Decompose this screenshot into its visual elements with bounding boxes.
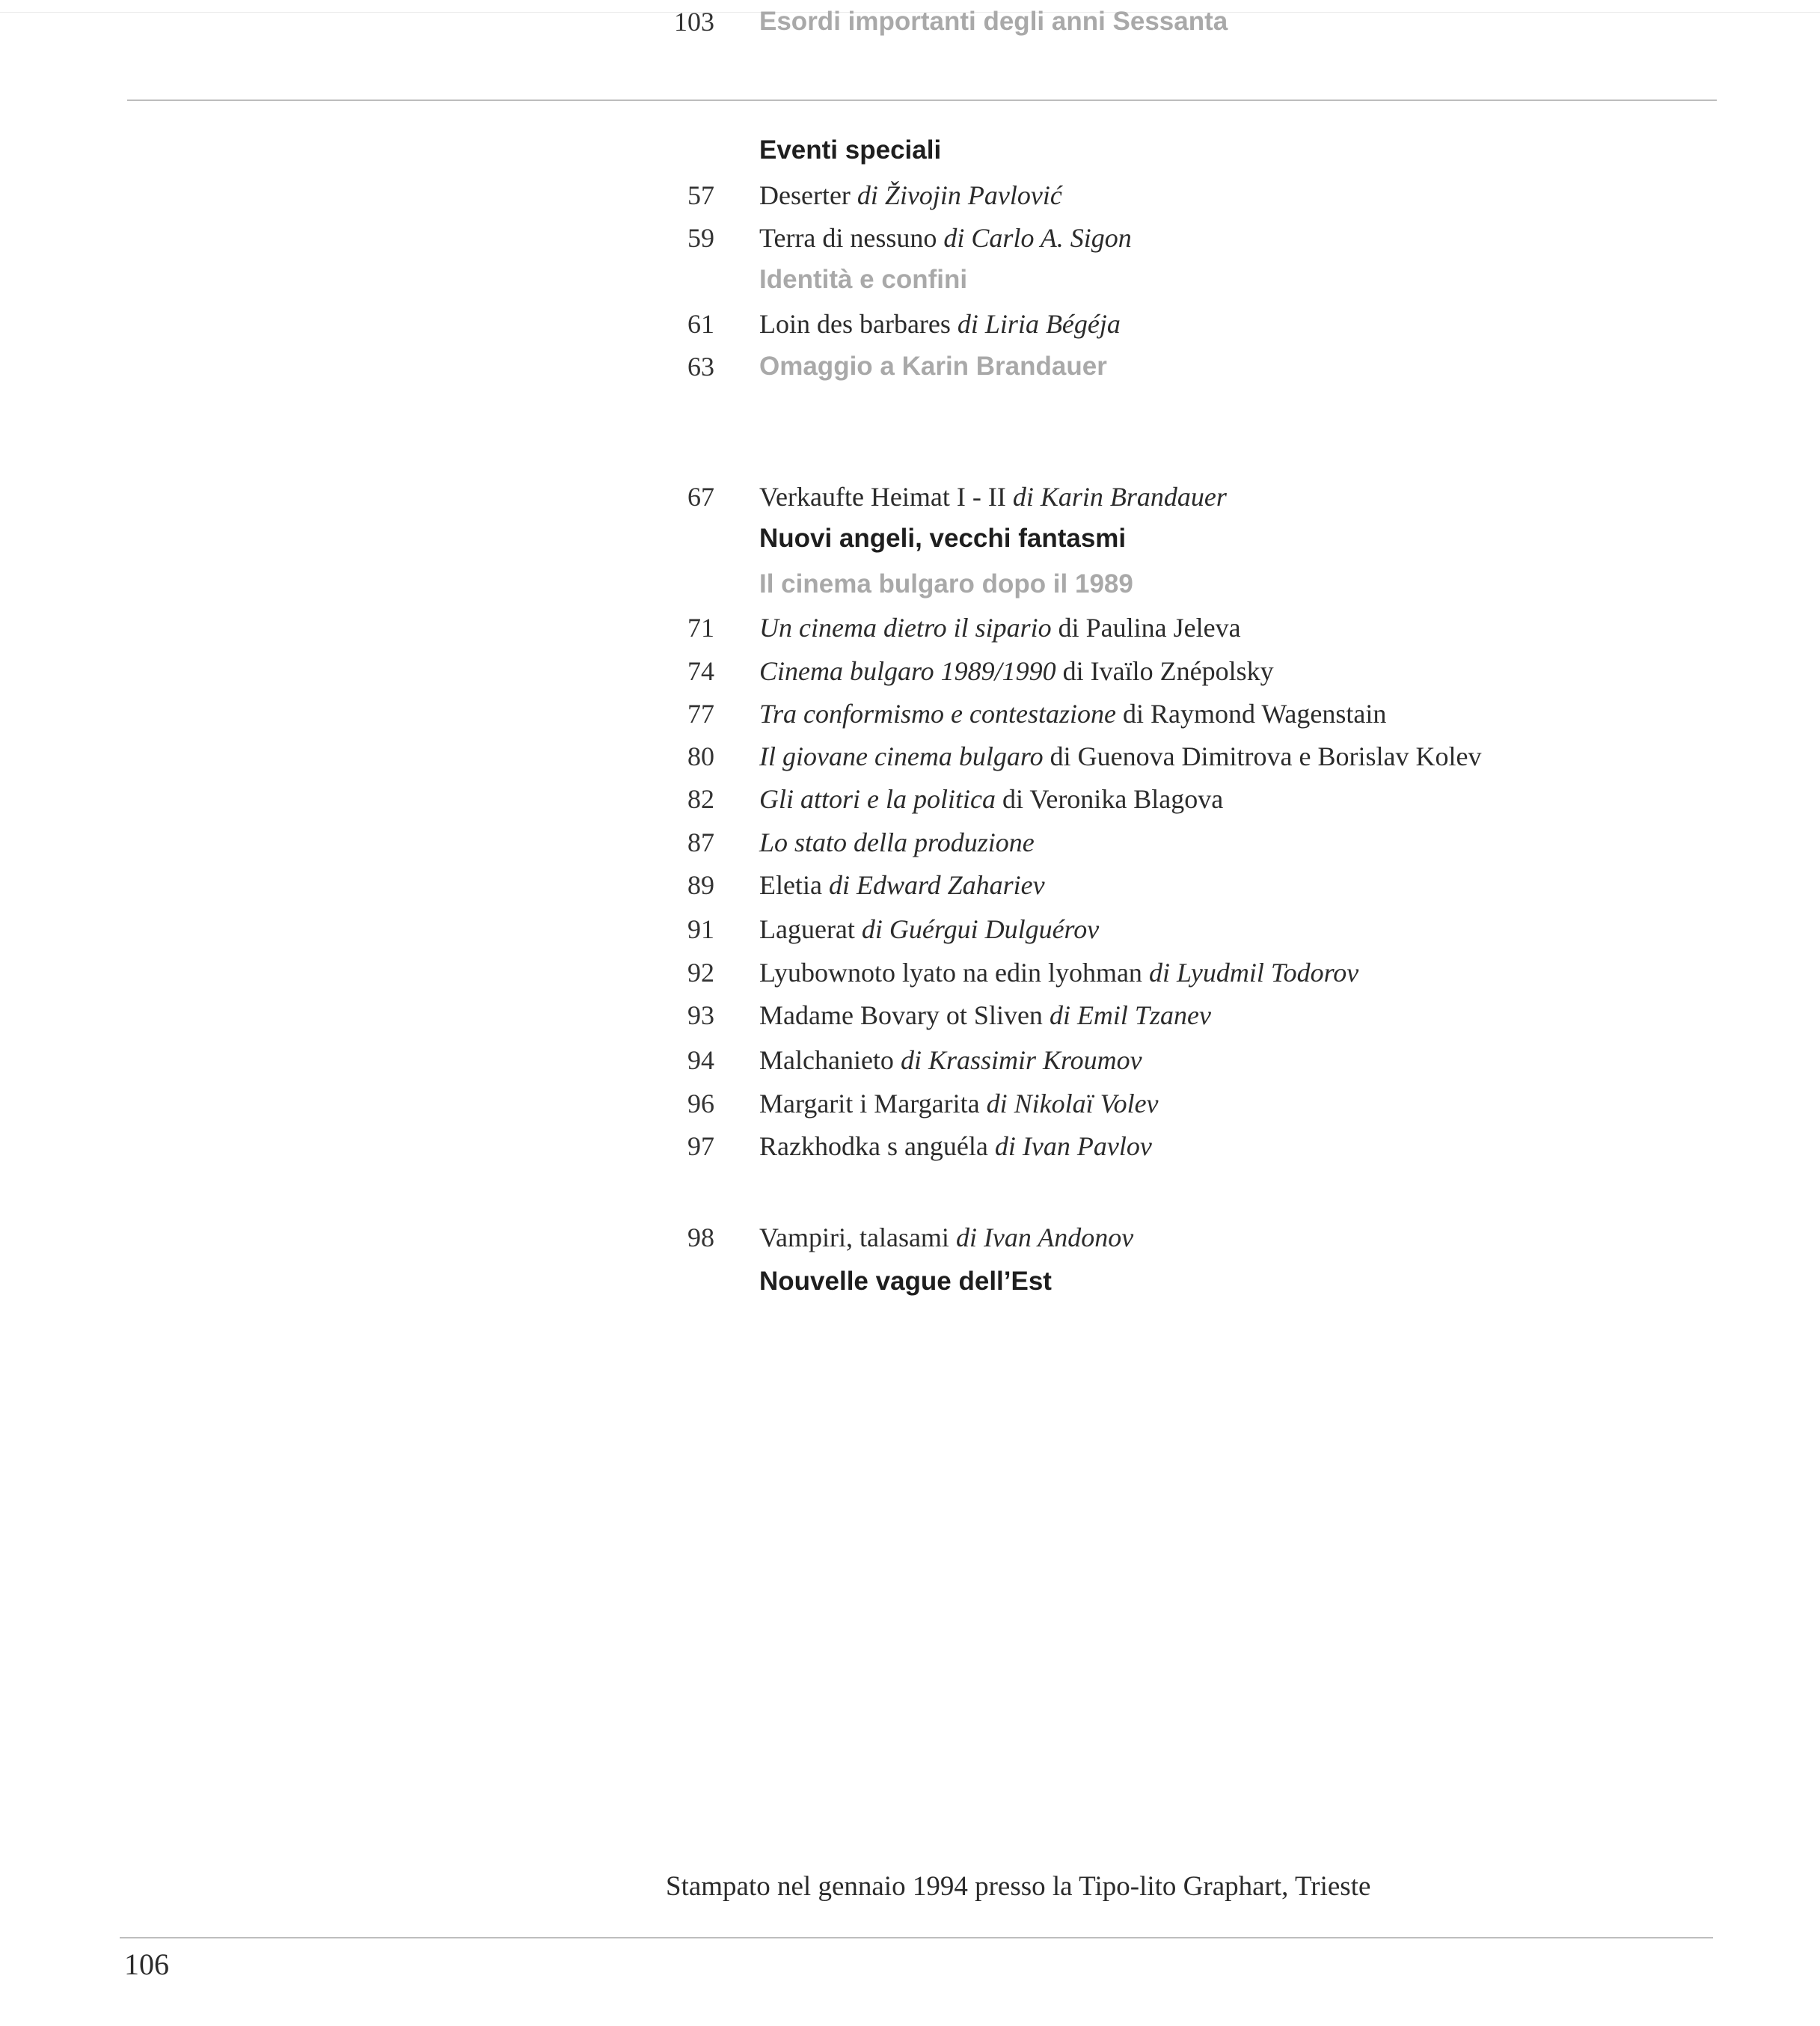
toc-entry bbox=[0, 1124, 1820, 1168]
entry-title: Gli attori e la politica bbox=[759, 784, 996, 814]
toc-entry bbox=[0, 908, 1820, 951]
toc-entry bbox=[0, 1216, 1820, 1259]
entry-title: Loin des barbares bbox=[759, 309, 951, 339]
entry-credit: di Ivan Pavlov bbox=[994, 1131, 1152, 1161]
toc-page-number: 87 bbox=[687, 827, 714, 857]
toc-entry bbox=[0, 475, 1820, 518]
toc-entry bbox=[0, 606, 1820, 649]
entry-credit: di Liria Bégéja bbox=[957, 309, 1121, 339]
toc-entry bbox=[0, 863, 1820, 907]
entry-title: Un cinema dietro il sipario bbox=[759, 613, 1052, 643]
entry-title: Madame Bovary ot Sliven bbox=[759, 1000, 1043, 1030]
toc-entry bbox=[0, 777, 1820, 821]
toc-page-number: 80 bbox=[687, 741, 714, 771]
toc-entry bbox=[0, 821, 1820, 864]
toc-entry-text bbox=[759, 692, 1386, 735]
entry-title: Lo stato della produzione bbox=[759, 827, 1035, 857]
toc-entry bbox=[0, 216, 1820, 260]
entry-title: Malchanieto bbox=[759, 1045, 894, 1075]
entry-credit: di Lyudmil Todorov bbox=[1148, 958, 1359, 988]
toc-entry-text bbox=[759, 1038, 1142, 1082]
toc-entry-text bbox=[759, 777, 1223, 821]
entry-credit: di Ivan Andonov bbox=[955, 1222, 1134, 1252]
toc-subsection bbox=[0, 345, 1820, 388]
toc-page-number: 89 bbox=[687, 870, 714, 900]
toc-section bbox=[0, 129, 1820, 172]
toc-entry-text bbox=[759, 735, 1481, 778]
toc-page-number: 57 bbox=[687, 180, 714, 210]
toc-page-number: 82 bbox=[687, 784, 714, 814]
entry-title: Lyubownoto lyato na edin lyohman bbox=[759, 958, 1142, 988]
entry-title: Vampiri, talasami bbox=[759, 1222, 949, 1252]
entry-credit: di Paulina Jeleva bbox=[1058, 613, 1241, 643]
toc-entry-text bbox=[759, 649, 1274, 693]
toc-page-number: 103 bbox=[674, 7, 714, 37]
entry-title: Terra di nessuno bbox=[759, 223, 937, 253]
toc-page-number: 93 bbox=[687, 1000, 714, 1030]
footer-rule bbox=[120, 1937, 1713, 1938]
toc-page-number: 77 bbox=[687, 699, 714, 729]
toc-section bbox=[0, 1260, 1820, 1303]
entry-title: Tra conformismo e contestazione bbox=[759, 699, 1116, 729]
entry-credit: di Guérgui Dulguérov bbox=[861, 914, 1100, 944]
toc-entry-text bbox=[759, 174, 1062, 217]
toc-page-number: 74 bbox=[687, 656, 714, 686]
entry-credit: di Nikolaï Volev bbox=[986, 1089, 1159, 1118]
toc-entry bbox=[0, 1038, 1820, 1082]
toc-entry-text bbox=[759, 302, 1121, 346]
toc-subsection bbox=[0, 0, 1820, 43]
entry-credit: di Carlo A. Sigon bbox=[943, 223, 1132, 253]
toc-entry-text bbox=[759, 606, 1241, 649]
toc-entry-text bbox=[759, 475, 1227, 518]
entry-credit: di Emil Tzanev bbox=[1049, 1000, 1211, 1030]
toc-entry-text bbox=[759, 863, 1045, 907]
toc-subsection bbox=[0, 563, 1820, 606]
toc-entry bbox=[0, 951, 1820, 994]
subsection-heading: Il cinema bulgaro dopo il 1989 bbox=[759, 569, 1133, 599]
toc-entry-text bbox=[759, 216, 1132, 260]
entry-credit: di Ivaïlo Znépolsky bbox=[1062, 656, 1274, 686]
toc-page-number: 67 bbox=[687, 482, 714, 512]
toc-subsection bbox=[0, 258, 1820, 302]
toc-page-number: 59 bbox=[687, 223, 714, 253]
toc-page-number: 91 bbox=[687, 914, 714, 944]
toc-page-number: 97 bbox=[687, 1131, 714, 1161]
section-heading: Nuovi angeli, vecchi fantasmi bbox=[759, 524, 1127, 553]
toc-entry-text bbox=[759, 1216, 1133, 1259]
subsection-heading: Esordi importanti degli anni Sessanta bbox=[759, 7, 1228, 36]
toc-page-number: 63 bbox=[687, 352, 714, 382]
toc-entry bbox=[0, 692, 1820, 735]
entry-title: Razkhodka s anguéla bbox=[759, 1131, 988, 1161]
toc-entry bbox=[0, 994, 1820, 1037]
toc-entry-text bbox=[759, 1124, 1152, 1168]
toc-page-number: 96 bbox=[687, 1089, 714, 1118]
entry-title: Laguerat bbox=[759, 914, 855, 944]
entry-credit: di Živojin Pavlović bbox=[857, 180, 1062, 210]
page-number: 106 bbox=[124, 1947, 169, 1981]
section-heading: Nouvelle vague dell’Est bbox=[759, 1267, 1052, 1296]
entry-credit: di Karin Brandauer bbox=[1012, 482, 1227, 512]
entry-credit: di Raymond Wagenstain bbox=[1122, 699, 1387, 729]
entry-title: Eletia bbox=[759, 870, 822, 900]
entry-title: Verkaufte Heimat I - II bbox=[759, 482, 1006, 512]
toc-entry bbox=[0, 735, 1820, 778]
section-heading: Eventi speciali bbox=[759, 135, 942, 165]
toc-page-number: 98 bbox=[687, 1222, 714, 1252]
entry-credit: di Krassimir Kroumov bbox=[900, 1045, 1142, 1075]
entry-credit: di Guenova Dimitrova e Borislav Kolev bbox=[1050, 741, 1482, 771]
toc-entry-text bbox=[759, 994, 1211, 1037]
entry-credit: di Veronika Blagova bbox=[1002, 784, 1224, 814]
entry-title: Margarit i Margarita bbox=[759, 1089, 980, 1118]
toc-entry bbox=[0, 174, 1820, 217]
subsection-heading: Omaggio a Karin Brandauer bbox=[759, 352, 1107, 381]
toc-entry bbox=[0, 302, 1820, 346]
entry-title: Cinema bulgaro 1989/1990 bbox=[759, 656, 1056, 686]
toc-entry-text bbox=[759, 908, 1099, 951]
header-rule bbox=[127, 100, 1717, 101]
entry-title: Il giovane cinema bulgaro bbox=[759, 741, 1044, 771]
toc-entry-text bbox=[759, 821, 1035, 864]
toc-entry bbox=[0, 1082, 1820, 1125]
toc-page-number: 92 bbox=[687, 958, 714, 988]
toc-entry-text bbox=[759, 1082, 1159, 1125]
subsection-heading: Identità e confini bbox=[759, 265, 968, 294]
toc-page-number: 61 bbox=[687, 309, 714, 339]
toc-section bbox=[0, 517, 1820, 560]
colophon: Stampato nel gennaio 1994 presso la Tipo-lito Graphart, Trieste bbox=[666, 1871, 1371, 1902]
toc-page-number: 94 bbox=[687, 1045, 714, 1075]
entry-credit: di Edward Zahariev bbox=[828, 870, 1045, 900]
toc-entry-text bbox=[759, 951, 1358, 994]
toc-page-number: 71 bbox=[687, 613, 714, 643]
entry-title: Deserter bbox=[759, 180, 851, 210]
toc-entry bbox=[0, 649, 1820, 693]
